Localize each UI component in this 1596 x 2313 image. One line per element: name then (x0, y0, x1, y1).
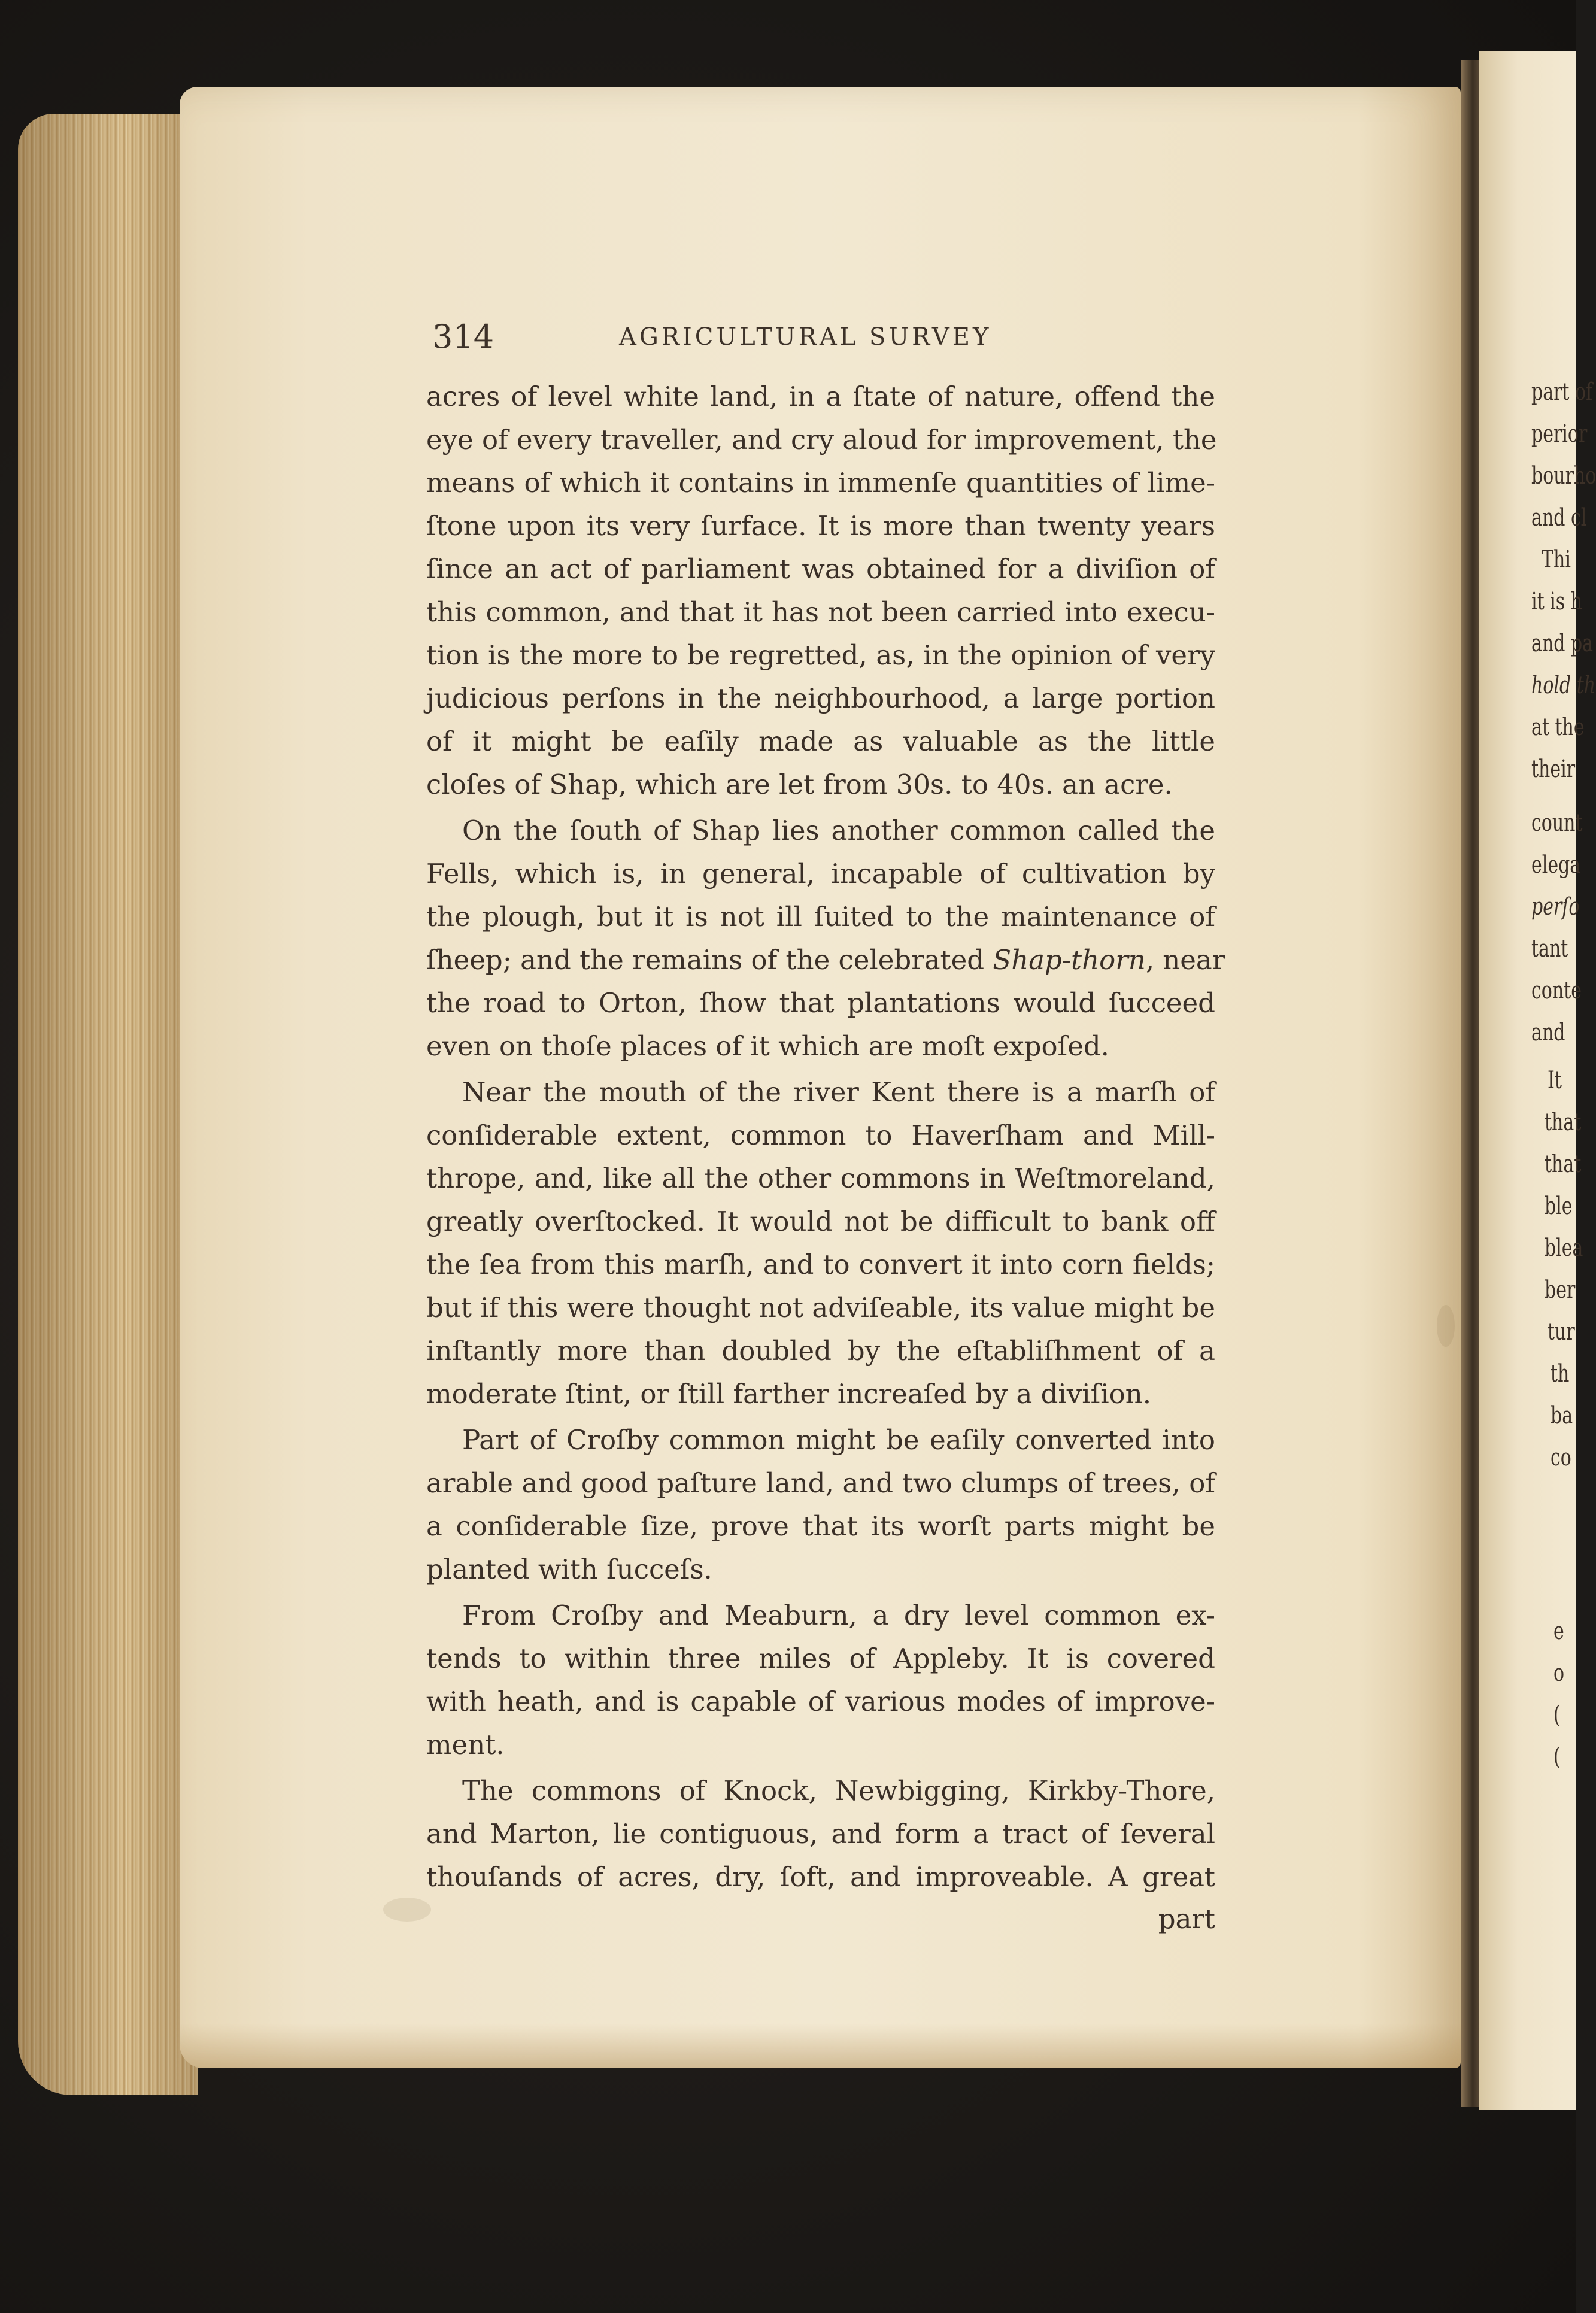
facing-page-fragment: Thi (1542, 546, 1571, 573)
text-line: with heath, and is capable of various modes of improve- (426, 1686, 1215, 1717)
facing-page-fragment: elega (1531, 851, 1581, 879)
facing-page-fragment: and pa (1531, 630, 1594, 657)
text-line: ment. (426, 1729, 505, 1760)
facing-page-fragment: blea (1545, 1234, 1583, 1262)
facing-page-fragment: perſo (1531, 893, 1580, 921)
text-line: planted with ſucceſs. (426, 1553, 712, 1585)
facing-page-fragment: and cl (1531, 504, 1587, 532)
facing-page-fragment: and (1531, 1019, 1565, 1046)
facing-page-fragment: th (1551, 1360, 1570, 1388)
text-line: the road to Orton, ſhow that plantations would ſucceed (426, 987, 1215, 1019)
text-line (426, 939, 1225, 982)
page-header (432, 316, 1210, 358)
facing-page-fragment: e (1553, 1617, 1564, 1645)
text-line: even on thoſe places of it which are moſt expoſed. (426, 1030, 1109, 1062)
facing-page-fragment: ( (1553, 1701, 1561, 1729)
text-line: of it might be eaſily made as valuable as the little (426, 726, 1215, 757)
text-line: tends to within three miles of Appleby. It is covered (426, 1643, 1215, 1674)
text-line: inſtantly more than doubled by the eſtabliſhment of a (426, 1335, 1215, 1367)
facing-page-fragment: bourho (1531, 462, 1596, 490)
facing-page-fragment: co (1551, 1444, 1571, 1471)
text-line: Fells, which is, in general, incapable of cultivation by (426, 858, 1215, 890)
text-line: and Marton, lie contiguous, and form a tract of ſeveral (426, 1818, 1215, 1850)
text-line: means of which it contains in immenſe quantities of lime- (426, 467, 1215, 499)
italic-place-name: Shap-thorn (993, 944, 1146, 976)
page-stain (383, 1898, 431, 1922)
facing-page-fragment: it is h (1531, 588, 1583, 615)
text-line: this common, and that it has not been carried into execu- (426, 596, 1215, 628)
text-line: but if this were thought not adviſeable, its value might be (426, 1292, 1215, 1324)
text-line: On the ſouth of Shap lies another common called the (462, 815, 1215, 846)
facing-page (1479, 51, 1596, 2110)
text-line: judicious perſons in the neighbourhood, a large portion (426, 682, 1215, 714)
facing-page-fragment: ba (1551, 1402, 1573, 1429)
page-bottom-shadow (180, 2023, 1461, 2068)
text-span: , near (1145, 944, 1225, 976)
facing-page-fragment: ble (1545, 1192, 1573, 1220)
text-line: moderate ſtint, or ſtill farther increaſed by a diviſion. (426, 1378, 1152, 1410)
text-line: From Croſby and Meaburn, a dry level common ex- (462, 1599, 1215, 1631)
facing-page-fragment: ( (1553, 1743, 1561, 1771)
text-line: a conſiderable ſize, prove that its worſt parts might be (426, 1510, 1215, 1542)
page-edges-shading (18, 114, 198, 2095)
text-line: thrope, and, like all the other commons in Weſtmoreland, (426, 1162, 1215, 1194)
facing-page-fragment: hold th (1531, 672, 1596, 699)
text-line: cloſes of Shap, which are let from 30s. to 40s. an acre. (426, 769, 1173, 800)
facing-page-fragment: count (1531, 809, 1583, 837)
facing-page-fragment: at the (1531, 714, 1585, 741)
page-number: 314 (432, 318, 494, 356)
text-line: the ſea from this marſh, and to convert it into corn fields; (426, 1249, 1215, 1280)
facing-page-fragment: their (1531, 755, 1576, 783)
facing-page-fragment: that (1545, 1109, 1582, 1136)
facing-page-fragment: that (1545, 1151, 1582, 1178)
text-line: Near the mouth of the river Kent there is a marſh of (462, 1076, 1215, 1108)
text-line: arable and good paſture land, and two clumps of trees, of (426, 1467, 1215, 1499)
facing-page-fragment: It (1548, 1067, 1562, 1094)
text-line: acres of level white land, in a ſtate of nature, offend the (426, 381, 1215, 412)
text-line: Part of Croſby common might be eaſily converted into (462, 1424, 1215, 1456)
catchword: part (1158, 1903, 1215, 1935)
text-line: The commons of Knock, Newbigging, Kirkby-Thore, (462, 1775, 1215, 1807)
text-line: tion is the more to be regretted, as, in the opinion of very (426, 639, 1215, 671)
text-line: greatly overſtocked. It would not be difficult to bank off (426, 1206, 1215, 1237)
text-span: ſheep; and the remains of the celebrated (426, 944, 993, 976)
facing-page-fragment: tant (1531, 935, 1568, 963)
facing-page-fragment: perior (1531, 420, 1588, 448)
facing-page-fragment: o (1553, 1659, 1565, 1687)
text-line: the plough, but it is not ill ſuited to the maintenance of (426, 901, 1215, 933)
text-line: thouſands of acres, dry, ſoft, and improveable. A great (426, 1861, 1215, 1893)
facing-page-fragment: conte (1531, 977, 1582, 1004)
running-head: AGRICULTURAL SURVEY (619, 323, 992, 351)
text-line: conſiderable extent, common to Haverſham and Mill- (426, 1119, 1215, 1151)
text-line: ſtone upon its very ſurface. It is more than twenty years (426, 510, 1215, 542)
text-line: eye of every traveller, and cry aloud for improvement, the (426, 424, 1217, 456)
page-stain (1437, 1305, 1455, 1347)
facing-page-fragment: ber (1545, 1276, 1576, 1304)
text-line: ſince an act of parliament was obtained for a diviſion of (426, 553, 1215, 585)
facing-page-fragment: tur (1548, 1318, 1575, 1346)
facing-page-fragment: part of (1531, 378, 1593, 406)
